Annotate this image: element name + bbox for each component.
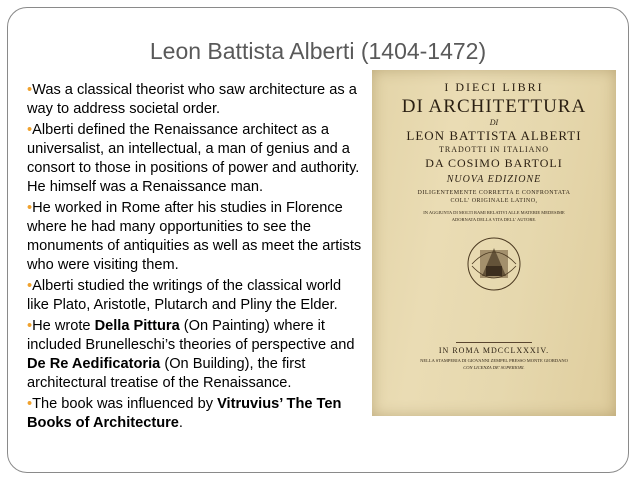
book-line-2: DI ARCHITETTURA (401, 96, 587, 117)
bullet-item (27, 395, 367, 433)
bullet-text: The book was influenced by (32, 396, 218, 412)
bullet-text: Alberti defined the Renaissance architect as a universalist, an intellectual, a man of genius and a consort to those in positions of power and authority. He himself was a Renaissance man. (27, 122, 360, 195)
bullet-text: . (178, 415, 183, 431)
bullet-text: He worked in Rome after his studies in Florence where he had many opportunities to see the monuments of antiquities as well as meet the artists who were visiting them. (27, 200, 362, 273)
bullet-item (27, 121, 367, 197)
bullet-item (27, 277, 367, 315)
book-line-14: CON LICENZA DE' SUPERIORI. (463, 365, 525, 370)
bullet-bold-text: De Re Aedificatoria (27, 356, 161, 372)
book-line-4: LEON BATTISTA ALBERTI (406, 128, 582, 143)
bullet-item (27, 317, 367, 393)
bullet-item (27, 81, 367, 119)
bullet-text: Alberti studied the writings of the classical world like Plato, Aristotle, Plutarch and Pliny the Elder. (27, 278, 342, 313)
book-line-9: COLL' ORIGINALE LATINO, (450, 198, 538, 204)
bullet-text: He wrote (32, 318, 95, 334)
book-line-11: ADORNATA DELLA VITA DELL' AUTORE. (451, 217, 537, 222)
bullet-text: (On Painting) where it included Brunelleschi’s theories of perspective and (27, 318, 355, 353)
printer-emblem-icon (466, 236, 522, 292)
book-line-1: I DIECI LIBRI (444, 80, 544, 94)
bullet-marker: • (27, 82, 33, 98)
slide-title: Leon Battista Alberti (1404-1472) (149, 38, 487, 64)
bullet-bold-text: Della Pittura (94, 318, 180, 334)
bullet-marker: • (27, 318, 33, 334)
book-line-10: IN AGGIUNTA DI MOLTI RAMI RELATIVI ALLE MATERIE MEDESIME (423, 210, 565, 215)
bullet-marker: • (27, 396, 33, 412)
bullet-marker: • (27, 200, 33, 216)
bullet-marker: • (27, 122, 33, 138)
bullet-bold-text: Vitruvius’ The Ten Books of Architecture (27, 396, 342, 431)
book-line-12: IN ROMA MDCCLXXXIV. (438, 346, 550, 355)
bullet-list (27, 81, 367, 435)
bullet-marker: • (27, 278, 33, 294)
book-line-8: DILIGENTEMENTE CORRETTA E CONFRONTATA (417, 190, 571, 196)
book-line-3: DI (489, 118, 499, 127)
book-line-7: NUOVA EDIZIONE (446, 174, 542, 185)
slide-frame (7, 7, 629, 473)
book-line-6: DA COSIMO BARTOLI (425, 156, 563, 170)
book-line-13: NELLA STAMPERIA DI GIOVANNI ZEMPEL PRESSO MONTE GIORDANO (420, 358, 568, 363)
divider (456, 342, 532, 343)
bullet-text: Was a classical theorist who saw architecture as a way to address societal order. (27, 82, 357, 117)
bullet-text: (On Building), the first architectural treatise of the Renaissance. (27, 356, 306, 391)
book-line-5: TRADOTTI IN ITALIANO (438, 145, 549, 154)
bullet-item (27, 199, 367, 275)
book-title-page-image (372, 70, 616, 416)
